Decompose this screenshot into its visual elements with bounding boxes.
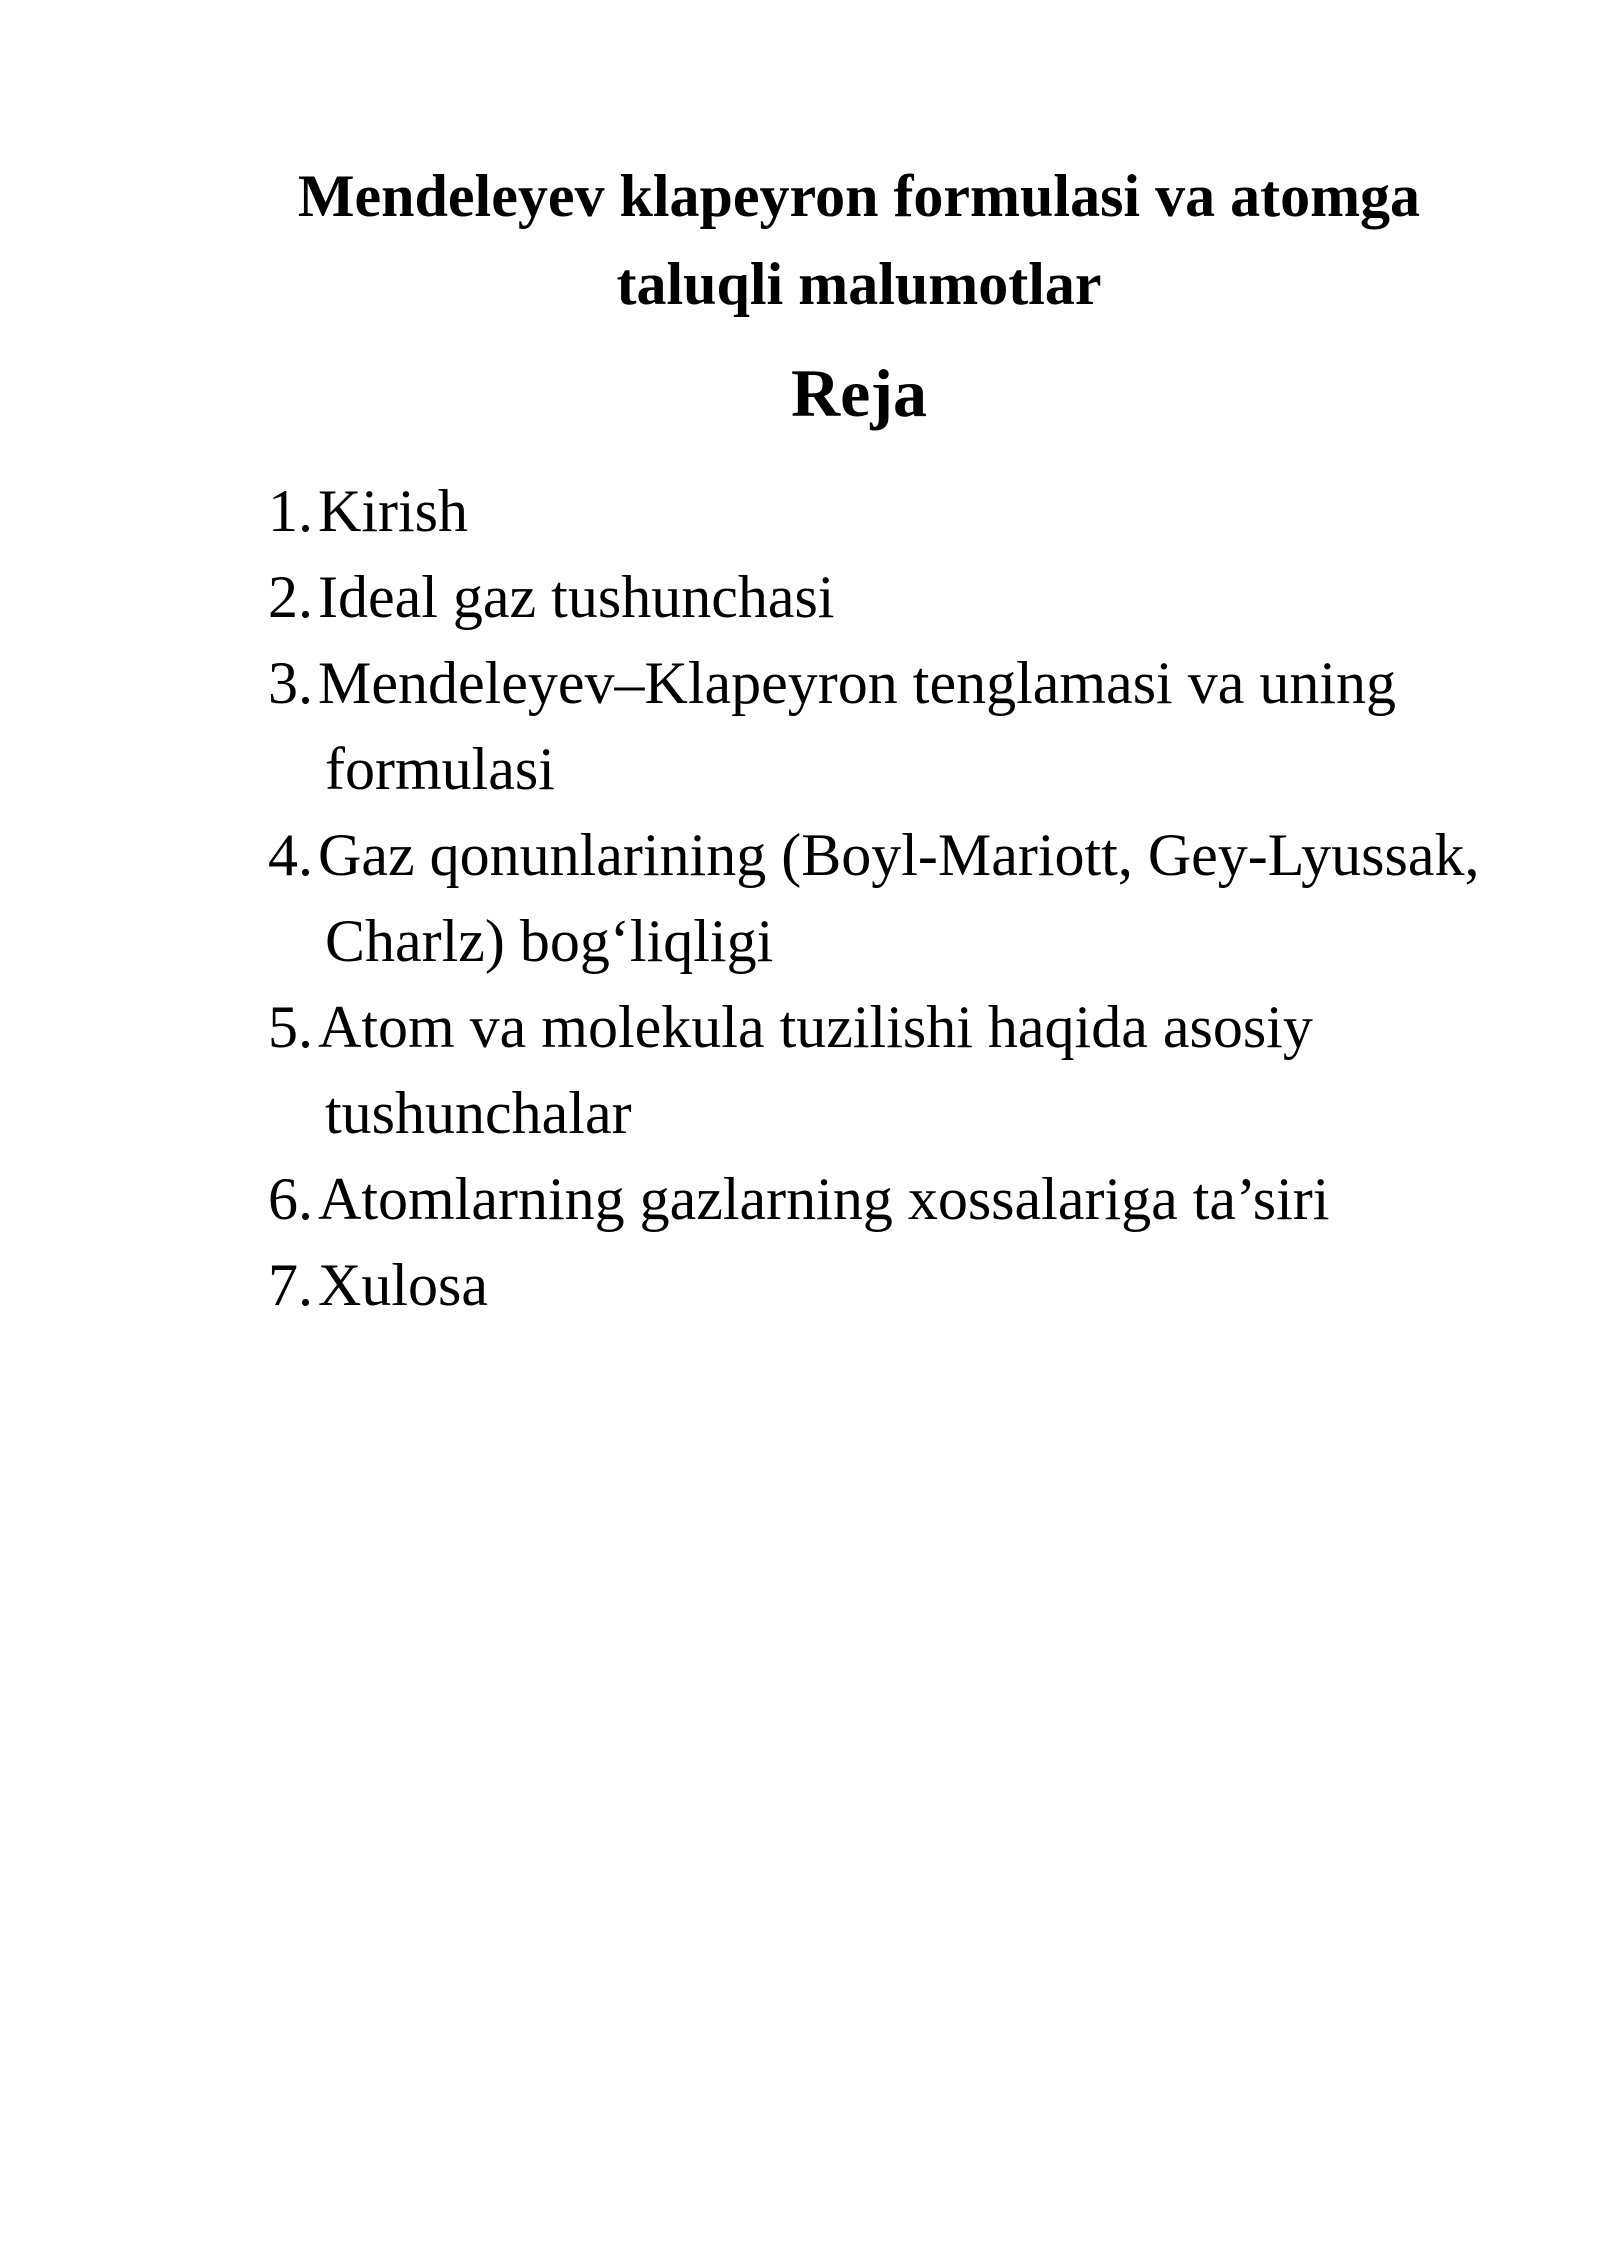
plan-item-text: Atomlarning gazlarning xossalariga ta’siri: [318, 1166, 1330, 1232]
plan-item-number: 5.: [268, 994, 313, 1060]
plan-list: [268, 468, 1568, 1328]
plan-item-text: Kirish: [318, 478, 468, 544]
plan-item-1: [268, 468, 1568, 554]
plan-heading: Reja: [791, 355, 927, 431]
plan-item-text: Ideal gaz tushunchasi: [318, 564, 835, 630]
plan-item-number: 2.: [268, 564, 313, 630]
plan-item-number: 1.: [268, 478, 313, 544]
plan-item-7: [268, 1242, 1568, 1328]
plan-item-5: [268, 984, 1568, 1156]
plan-item-4: [268, 812, 1568, 984]
plan-item-number: 7.: [268, 1252, 313, 1318]
plan-item-2: [268, 554, 1568, 640]
plan-item-text: Gaz qonunlarining (Boyl-Mariott, Gey-Lyussak, Charlz) bog‘liqligi: [318, 822, 1480, 974]
plan-item-3: [268, 640, 1568, 812]
plan-item-text: Mendeleyev–Klapeyron tenglamasi va uning formulasi: [318, 650, 1397, 802]
plan-item-number: 6.: [268, 1166, 313, 1232]
plan-item-text: Xulosa: [318, 1252, 488, 1318]
document-title: Mendeleyev klapeyron formulasi va atomga taluqli malumotlar: [297, 163, 1421, 317]
plan-item-6: [268, 1156, 1568, 1242]
plan-item-number: 3.: [268, 650, 313, 716]
plan-item-text: Atom va molekula tuzilishi haqida asosiy tushunchalar: [318, 994, 1313, 1146]
plan-item-number: 4.: [268, 822, 313, 888]
